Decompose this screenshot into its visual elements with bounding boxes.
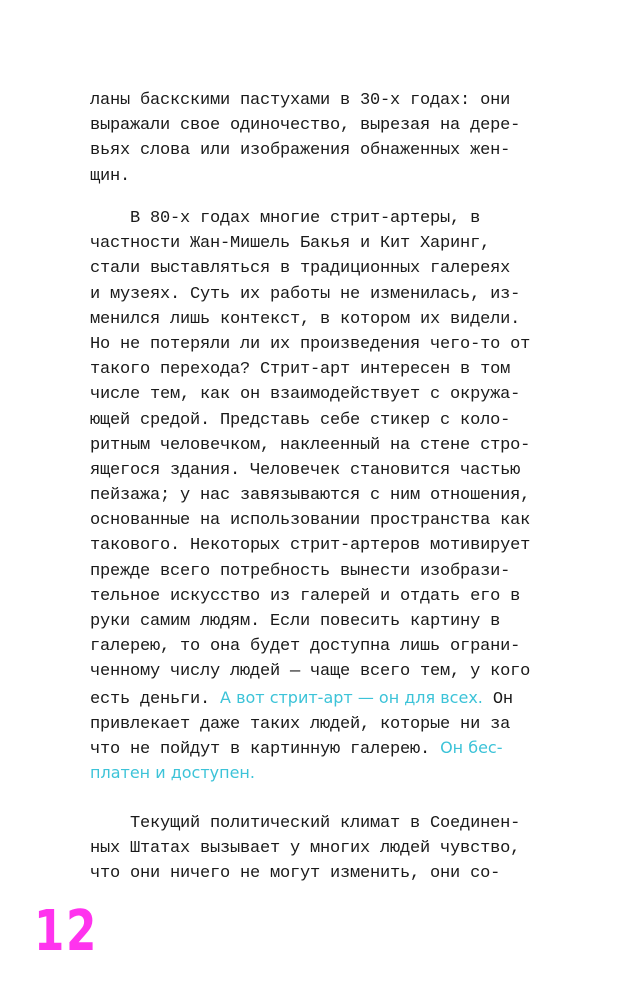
text-line: ных Штатах вызывает у многих людей чувство,	[90, 839, 521, 859]
text-line-mixed	[90, 710, 570, 735]
text-line: тельное искусство из галерей и отдать его в	[90, 586, 521, 606]
text-line: щин.	[90, 166, 131, 186]
text-line: числе тем, как он взаимодействует с окружа-	[90, 385, 521, 405]
text-line: пейзажа; у нас завязываются с ним отношения,	[90, 486, 531, 506]
text-line: ящегося здания. Человечек становится частью	[90, 460, 521, 480]
text-line: Текущий политический климат в Соединен-	[90, 814, 521, 833]
text-line: основанные на использовании пространства как	[90, 511, 531, 531]
body-text: Он	[482, 689, 513, 709]
body-text: что не пойдут в картинную галерею.	[90, 739, 441, 759]
text-line: ритным человечком, наклеенный на стене стро-	[90, 435, 531, 455]
paragraph-2	[90, 206, 570, 785]
text-line: менился лишь контекст, в котором их видели.	[90, 309, 521, 329]
text-line: Но не потеряли ли их произведения чего-то от	[90, 334, 531, 354]
text-line-mixed	[90, 760, 570, 785]
highlighted-text: платен и доступен.	[90, 763, 255, 783]
page-number: 12	[34, 899, 98, 964]
text-line: ченному числу людей — чаще всего тем, у кого	[90, 662, 531, 682]
body-text: привлекает даже таких людей, которые ни за	[90, 714, 511, 734]
text-line: частности Жан-Мишель Бакья и Кит Харинг,	[90, 234, 491, 254]
paragraph-3	[90, 811, 570, 887]
text-line: такового. Некоторых стрит-артеров мотивирует	[90, 536, 531, 556]
highlighted-text: А вот стрит-арт — он для всех.	[220, 687, 483, 707]
text-line: и музеях. Суть их работы не изменилась, из-	[90, 284, 521, 304]
text-line: ющей средой. Представь себе стикер с коло-	[90, 410, 511, 430]
text-line: руки самим людям. Если повесить картину в	[90, 612, 501, 631]
text-line: выражали свое одиночество, вырезая на дере-	[90, 116, 521, 136]
body-text: есть деньги.	[90, 689, 221, 709]
text-line-mixed	[90, 685, 570, 710]
text-line: прежде всего потребность вынести изобрази-	[90, 561, 511, 581]
text-line: такого перехода? Стрит-арт интересен в том	[90, 360, 511, 380]
text-line-mixed	[90, 735, 570, 760]
paragraph-1	[90, 88, 570, 189]
text-line: галерею, то она будет доступна лишь ограни-	[90, 637, 521, 657]
text-line: В 80-х годах многие стрит-артеры, в	[90, 209, 481, 228]
text-line: ланы баскскими пастухами в 30-х годах: они	[90, 91, 511, 110]
text-line: стали выставляться в традиционных галереях	[90, 259, 511, 279]
text-line: вьях слова или изображения обнаженных жен-	[90, 141, 511, 161]
text-line: что они ничего не могут изменить, они со-	[90, 864, 501, 884]
highlighted-text: Он бес-	[440, 737, 503, 757]
